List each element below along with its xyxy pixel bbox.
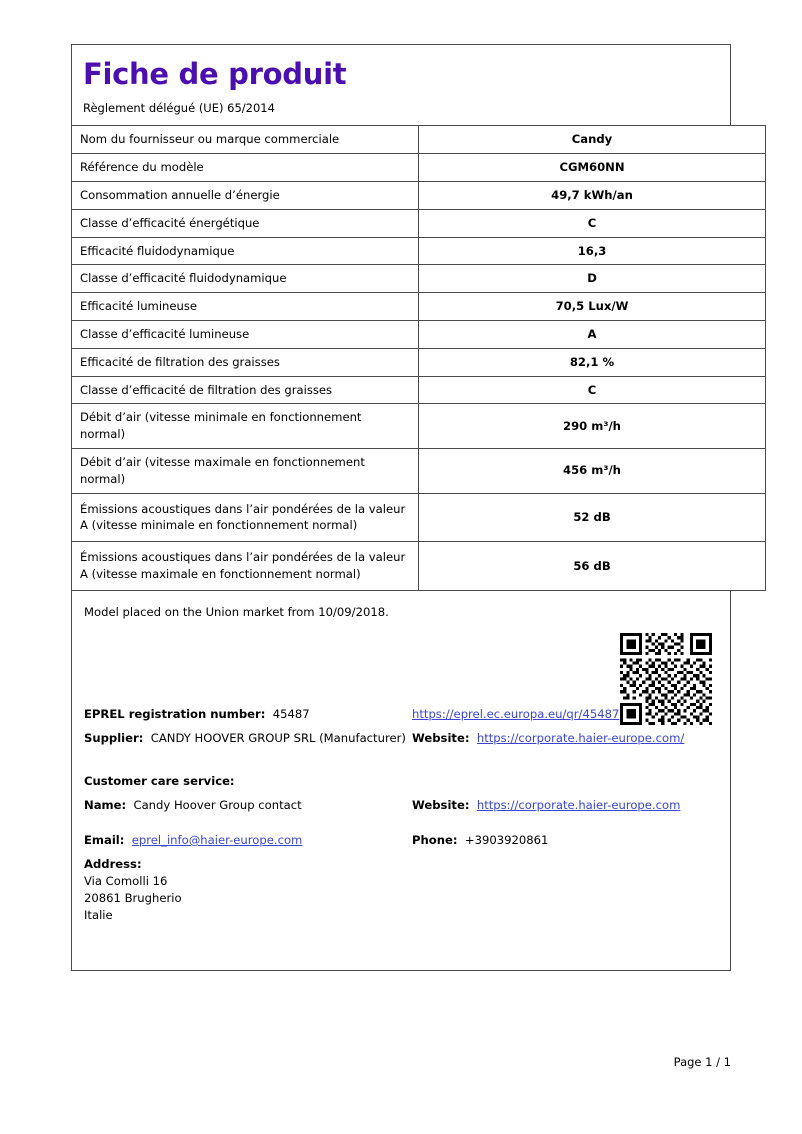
page-number: Page 1 / 1 (673, 1055, 731, 1069)
table-row (72, 265, 766, 293)
spec-value: 290 m³/h (419, 404, 766, 449)
spec-value: 49,7 kWh/an (419, 182, 766, 210)
spacer (82, 754, 720, 772)
spec-value: C (419, 209, 766, 237)
eprel-left (82, 705, 412, 724)
spec-label: Émissions acoustiques dans l’air pondérées de la valeur A (vitesse maximale en fonctionnement normal) (72, 542, 419, 591)
specification-table-body (72, 126, 766, 590)
eprel-label: EPREL registration number: (84, 706, 266, 721)
table-row (72, 293, 766, 321)
phone-right (412, 831, 712, 850)
eprel-value: 45487 (272, 706, 310, 721)
supplier-info-box (71, 591, 731, 971)
table-row (72, 404, 766, 449)
email-link[interactable]: eprel_info@haier-europe.com (131, 832, 303, 847)
care-website-link[interactable]: https://corporate.haier-europe.com (476, 798, 681, 813)
spec-value: Candy (419, 126, 766, 154)
contact-row (82, 831, 720, 850)
table-row (72, 154, 766, 182)
table-row (72, 321, 766, 349)
spec-label: Efficacité de filtration des graisses (72, 348, 419, 376)
table-row (72, 376, 766, 404)
customer-care-left (82, 772, 412, 791)
document-header (71, 44, 731, 125)
supplier-value: CANDY HOOVER GROUP SRL (Manufacturer) (150, 731, 406, 746)
spec-label: Débit d’air (vitesse maximale en fonctionnement normal) (72, 449, 419, 494)
spec-label: Efficacité lumineuse (72, 293, 419, 321)
spec-label: Émissions acoustiques dans l’air pondérées de la valeur A (vitesse minimale en fonctionnement normal) (72, 493, 419, 542)
supplier-row (82, 729, 720, 748)
spec-value: 70,5 Lux/W (419, 293, 766, 321)
spec-label: Débit d’air (vitesse minimale en fonctionnement normal) (72, 404, 419, 449)
spec-value: C (419, 376, 766, 404)
regulation-subtitle: Règlement délégué (UE) 65/2014 (83, 101, 275, 116)
table-row (72, 209, 766, 237)
specification-table (71, 125, 766, 590)
qr-code-icon (620, 633, 712, 725)
spec-label: Classe d’efficacité lumineuse (72, 321, 419, 349)
address-line-3: Italie (84, 907, 113, 922)
page-title: Fiche de produit (83, 57, 347, 91)
spec-label: Classe d’efficacité fluidodynamique (72, 265, 419, 293)
email-left (82, 831, 412, 850)
spec-label: Consommation annuelle d’énergie (72, 182, 419, 210)
customer-care-title: Customer care service: (84, 773, 235, 788)
table-row (72, 182, 766, 210)
spec-value: D (419, 265, 766, 293)
table-row (72, 348, 766, 376)
supplier-website-label: Website: (412, 731, 470, 746)
address-block (82, 856, 720, 924)
spec-value: 56 dB (419, 542, 766, 591)
address-line-1: Via Comolli 16 (84, 874, 168, 889)
spec-value: 82,1 % (419, 348, 766, 376)
spec-value: 16,3 (419, 237, 766, 265)
care-name-row (82, 796, 720, 815)
spec-label: Classe d’efficacité énergétique (72, 209, 419, 237)
table-row (72, 449, 766, 494)
spec-value: A (419, 321, 766, 349)
table-row (72, 126, 766, 154)
registration-block (82, 705, 720, 924)
care-website-right (412, 796, 712, 815)
spec-label: Référence du modèle (72, 154, 419, 182)
address-line-2: 20861 Brugherio (84, 891, 182, 906)
supplier-right (412, 729, 712, 748)
address-label: Address: (84, 856, 142, 871)
phone-label: Phone: (412, 832, 458, 847)
supplier-website-link[interactable]: https://corporate.haier-europe.com/ (476, 731, 685, 746)
table-row (72, 493, 766, 542)
market-placement-note: Model placed on the Union market from 10/09/2018. (84, 604, 389, 619)
spec-label: Nom du fournisseur ou marque commerciale (72, 126, 419, 154)
email-label: Email: (84, 832, 125, 847)
care-website-label: Website: (412, 798, 470, 813)
supplier-label: Supplier: (84, 731, 144, 746)
table-row (72, 542, 766, 591)
document-sheet (71, 44, 731, 971)
customer-care-title-row (82, 772, 720, 791)
name-label: Name: (84, 798, 127, 813)
spec-value: 52 dB (419, 493, 766, 542)
eprel-qr-link[interactable]: https://eprel.ec.europa.eu/qr/45487 (412, 706, 620, 721)
spec-label: Classe d’efficacité de filtration des graisses (72, 376, 419, 404)
spec-value: 456 m³/h (419, 449, 766, 494)
spec-label: Efficacité fluidodynamique (72, 237, 419, 265)
spec-value: CGM60NN (419, 154, 766, 182)
name-value: Candy Hoover Group contact (133, 798, 302, 813)
spacer (82, 821, 720, 831)
phone-value: +3903920861 (464, 832, 549, 847)
care-name-left (82, 796, 412, 815)
table-row (72, 237, 766, 265)
supplier-left (82, 729, 412, 748)
